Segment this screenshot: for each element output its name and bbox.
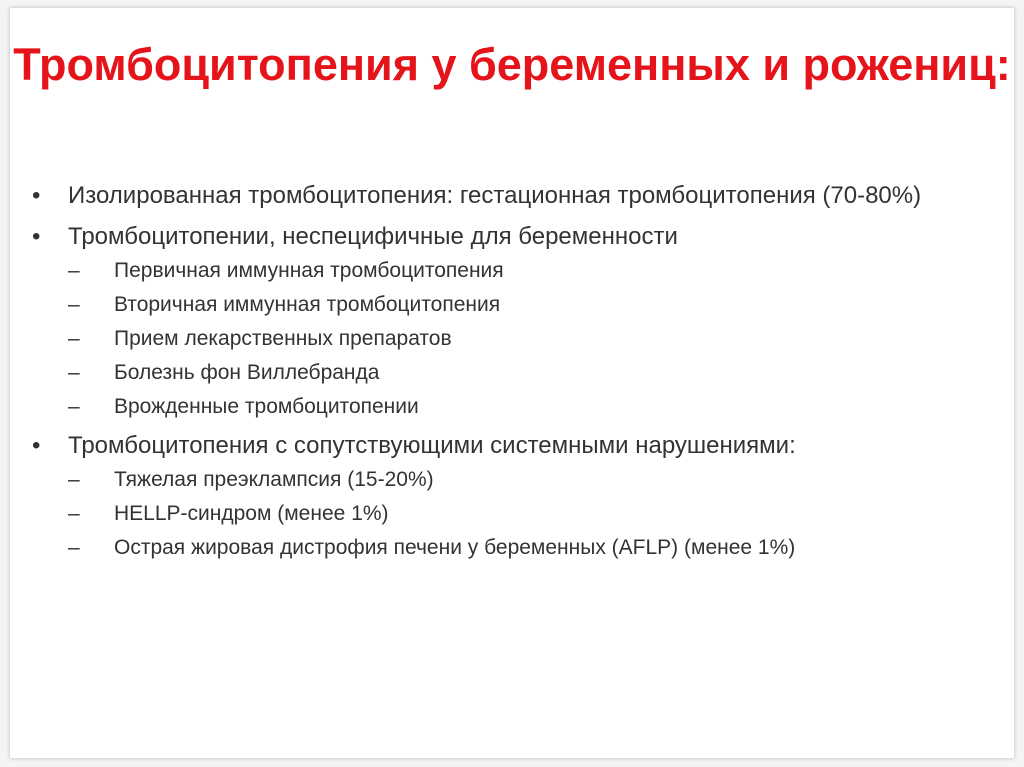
- dash-icon: –: [68, 502, 80, 525]
- bullet-icon: •: [32, 223, 41, 250]
- sub-item-text: HELLP-синдром (менее 1%): [114, 502, 389, 525]
- bullet-icon: •: [32, 182, 41, 209]
- dash-icon: –: [68, 327, 80, 350]
- sub-item-text: Вторичная иммунная тромбоцитопения: [114, 293, 501, 316]
- sub-item: [68, 257, 988, 284]
- sub-item: [68, 291, 988, 318]
- dash-icon: –: [68, 468, 80, 491]
- bullet-item: [28, 221, 988, 420]
- sub-item: [68, 393, 988, 420]
- sub-item-text: Первичная иммунная тромбоцитопения: [114, 259, 504, 282]
- sub-item: [68, 466, 988, 493]
- sub-item: [68, 500, 988, 527]
- sub-item-text: Врожденные тромбоцитопении: [114, 395, 419, 418]
- bullet-item: [28, 180, 988, 211]
- dash-icon: –: [68, 293, 80, 316]
- sub-item-text: Острая жировая дистрофия печени у беременных (AFLP) (менее 1%): [114, 536, 796, 559]
- dash-icon: –: [68, 395, 80, 418]
- sub-item: [68, 325, 988, 352]
- dash-icon: –: [68, 361, 80, 384]
- bullet-text: Изолированная тромбоцитопения: гестационная тромбоцитопения (70-80%): [68, 182, 922, 209]
- sub-item-text: Прием лекарственных препаратов: [114, 327, 452, 350]
- sub-item: [68, 534, 988, 561]
- sub-list: [68, 466, 988, 561]
- sub-item: [68, 359, 988, 386]
- sub-item-text: Болезнь фон Виллебранда: [114, 361, 380, 384]
- slide: [10, 8, 1014, 758]
- sub-list: [68, 257, 988, 420]
- slide-title: Тромбоцитопения у беременных и рожениц:: [13, 39, 1011, 90]
- sub-item-text: Тяжелая преэклампсия (15-20%): [114, 468, 434, 491]
- bullet-icon: •: [32, 432, 41, 459]
- slide-content: [28, 180, 988, 571]
- dash-icon: –: [68, 536, 80, 559]
- bullet-text: Тромбоцитопении, неспецифичные для беременности: [68, 223, 678, 250]
- bullet-text: Тромбоцитопения с сопутствующими системными нарушениями:: [68, 432, 796, 459]
- bullet-item: [28, 430, 988, 561]
- dash-icon: –: [68, 259, 80, 282]
